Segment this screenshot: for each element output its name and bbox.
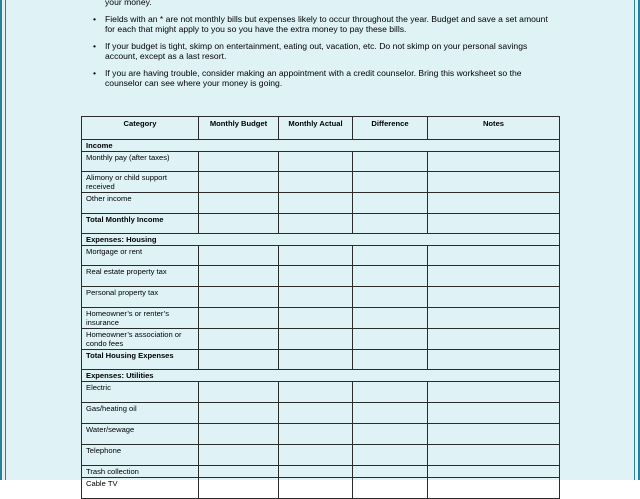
table-row	[82, 403, 560, 424]
column-header-monthly-budget: Monthly Budget	[199, 117, 279, 140]
column-header-notes: Notes	[428, 117, 560, 140]
difference-cell[interactable]	[353, 266, 428, 287]
monthly-actual-cell[interactable]	[279, 193, 353, 214]
notes-cell[interactable]	[428, 478, 560, 499]
monthly-budget-cell[interactable]	[199, 329, 279, 350]
monthly-budget-cell[interactable]	[199, 193, 279, 214]
monthly-actual-cell[interactable]	[279, 246, 353, 266]
table-row	[82, 478, 560, 499]
category-cell: Total Housing Expenses	[82, 350, 199, 370]
category-cell: Expenses: Utilities	[82, 370, 560, 382]
difference-cell[interactable]	[353, 382, 428, 403]
category-cell: Trash collection	[82, 466, 199, 478]
table-row	[82, 329, 560, 350]
category-cell: Total Monthly Income	[82, 214, 199, 234]
difference-cell[interactable]	[353, 308, 428, 329]
instruction-item	[93, 14, 553, 34]
notes-cell[interactable]	[428, 266, 560, 287]
monthly-budget-cell[interactable]	[199, 478, 279, 499]
table-row	[82, 466, 560, 478]
column-header-category: Category	[82, 117, 199, 140]
table-row	[82, 193, 560, 214]
instruction-text: If you are having trouble, consider making an appointment with a credit counselor. Bring this worksheet so the counselor can see where your money is going.	[105, 68, 522, 88]
monthly-actual-cell[interactable]	[279, 287, 353, 308]
table-row	[82, 172, 560, 193]
monthly-actual-cell[interactable]	[279, 466, 353, 478]
notes-cell[interactable]	[428, 466, 560, 478]
difference-cell[interactable]	[353, 466, 428, 478]
monthly-actual-cell[interactable]	[279, 172, 353, 193]
table-header-row	[82, 117, 560, 140]
monthly-budget-cell[interactable]	[199, 152, 279, 172]
monthly-budget-cell[interactable]	[199, 246, 279, 266]
table-row	[82, 424, 560, 445]
monthly-budget-cell[interactable]	[199, 445, 279, 466]
category-cell: Monthly pay (after taxes)	[82, 152, 199, 172]
difference-cell[interactable]	[353, 287, 428, 308]
category-cell: Alimony or child support received	[82, 172, 199, 193]
monthly-actual-cell[interactable]	[279, 329, 353, 350]
monthly-actual-cell[interactable]	[279, 478, 353, 499]
table-row	[82, 370, 560, 382]
difference-cell[interactable]	[353, 329, 428, 350]
monthly-actual-cell[interactable]	[279, 445, 353, 466]
category-cell: Cable TV	[82, 478, 199, 499]
category-cell: Gas/heating oil	[82, 403, 199, 424]
category-cell: Electric	[82, 382, 199, 403]
monthly-budget-cell[interactable]	[199, 308, 279, 329]
table-row	[82, 140, 560, 152]
category-cell: Homeowner’s association or condo fees	[82, 329, 199, 350]
category-cell: Real estate property tax	[82, 266, 199, 287]
instruction-continuation	[93, 0, 553, 7]
table-row	[82, 308, 560, 329]
difference-cell[interactable]	[353, 214, 428, 234]
table-row	[82, 287, 560, 308]
monthly-budget-cell[interactable]	[199, 424, 279, 445]
notes-cell[interactable]	[428, 329, 560, 350]
difference-cell[interactable]	[353, 424, 428, 445]
monthly-budget-cell[interactable]	[199, 403, 279, 424]
budget-table	[81, 116, 560, 499]
difference-cell[interactable]	[353, 246, 428, 266]
monthly-budget-cell[interactable]	[199, 466, 279, 478]
category-cell: Personal property tax	[82, 287, 199, 308]
table-row	[82, 382, 560, 403]
instruction-item	[93, 68, 553, 88]
monthly-actual-cell[interactable]	[279, 214, 353, 234]
notes-cell[interactable]	[428, 214, 560, 234]
bullet-icon: •	[93, 14, 97, 24]
difference-cell[interactable]	[353, 152, 428, 172]
column-header-difference: Difference	[353, 117, 428, 140]
bullet-icon: •	[93, 41, 97, 51]
category-cell: Mortgage or rent	[82, 246, 199, 266]
table-row	[82, 246, 560, 266]
monthly-budget-cell[interactable]	[199, 266, 279, 287]
monthly-budget-cell[interactable]	[199, 382, 279, 403]
table-row	[82, 266, 560, 287]
table-row	[82, 445, 560, 466]
category-cell: Homeowner’s or renter’s insurance	[82, 308, 199, 329]
monthly-actual-cell[interactable]	[279, 403, 353, 424]
notes-cell[interactable]	[428, 350, 560, 370]
table-body	[82, 140, 560, 499]
instruction-text: Fields with an * are not monthly bills but expenses likely to occur throughout the year. Budget and save a set amount for each that might apply to you so you have the extra money to pay these bills.	[105, 14, 548, 34]
monthly-budget-cell[interactable]	[199, 287, 279, 308]
instruction-text: If your budget is tight, skimp on entertainment, eating out, vacation, etc. Do not skimp on your personal savings account, except as a last resort.	[105, 41, 528, 61]
instruction-text: your money.	[105, 0, 152, 7]
monthly-budget-cell[interactable]	[199, 172, 279, 193]
table-row	[82, 234, 560, 246]
monthly-actual-cell[interactable]	[279, 308, 353, 329]
notes-cell[interactable]	[428, 246, 560, 266]
table-row	[82, 152, 560, 172]
monthly-actual-cell[interactable]	[279, 152, 353, 172]
instructions-list	[93, 0, 553, 95]
difference-cell[interactable]	[353, 478, 428, 499]
difference-cell[interactable]	[353, 350, 428, 370]
category-cell: Income	[82, 140, 560, 152]
monthly-budget-cell[interactable]	[199, 350, 279, 370]
table-row	[82, 214, 560, 234]
monthly-actual-cell[interactable]	[279, 266, 353, 287]
monthly-actual-cell[interactable]	[279, 350, 353, 370]
category-cell: Telephone	[82, 445, 199, 466]
category-cell: Expenses: Housing	[82, 234, 560, 246]
notes-cell[interactable]	[428, 172, 560, 193]
difference-cell[interactable]	[353, 445, 428, 466]
bullet-icon: •	[93, 68, 97, 78]
category-cell: Other income	[82, 193, 199, 214]
notes-cell[interactable]	[428, 193, 560, 214]
notes-cell[interactable]	[428, 152, 560, 172]
monthly-actual-cell[interactable]	[279, 424, 353, 445]
table-row	[82, 350, 560, 370]
difference-cell[interactable]	[353, 193, 428, 214]
notes-cell[interactable]	[428, 308, 560, 329]
instruction-item	[93, 41, 553, 61]
monthly-budget-cell[interactable]	[199, 214, 279, 234]
difference-cell[interactable]	[353, 172, 428, 193]
column-header-monthly-actual: Monthly Actual	[279, 117, 353, 140]
notes-cell[interactable]	[428, 403, 560, 424]
notes-cell[interactable]	[428, 382, 560, 403]
notes-cell[interactable]	[428, 445, 560, 466]
monthly-actual-cell[interactable]	[279, 382, 353, 403]
notes-cell[interactable]	[428, 287, 560, 308]
notes-cell[interactable]	[428, 424, 560, 445]
difference-cell[interactable]	[353, 403, 428, 424]
category-cell: Water/sewage	[82, 424, 199, 445]
